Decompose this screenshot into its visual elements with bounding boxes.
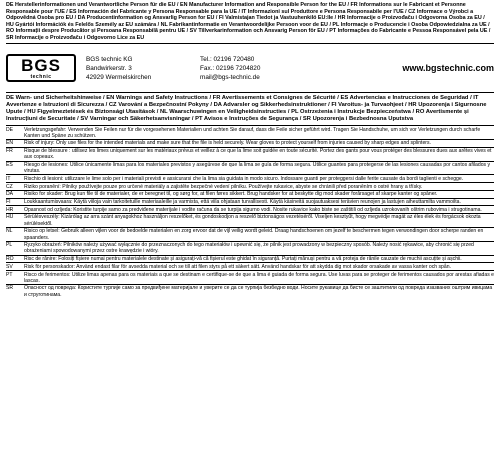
- company-name: BGS technic KG: [86, 55, 133, 63]
- company-street: Bandwirkerstr. 3: [86, 64, 132, 72]
- warning-text: Risk of injury: Only use files for the intended materials and make sure that the file is held securely. Wear gloves to protect yourself from injuries caused by sharp edges and splinters.: [24, 140, 431, 147]
- logo-sub-text: technic: [30, 73, 52, 80]
- warning-row: [6, 255, 494, 263]
- company-address: [86, 55, 186, 82]
- bgs-logo: [6, 54, 76, 82]
- language-code: NL: [6, 228, 13, 235]
- warning-row: [6, 139, 494, 147]
- warning-row: [6, 205, 494, 213]
- warning-row: [6, 227, 494, 241]
- language-code: IT: [6, 175, 11, 182]
- warning-row: [6, 125, 494, 139]
- divider: [6, 92, 494, 93]
- language-code: DE: [6, 126, 14, 133]
- language-code: FI: [6, 199, 11, 206]
- warning-row: [6, 262, 494, 270]
- language-code: SR: [6, 285, 14, 292]
- warning-row: [6, 174, 494, 182]
- warning-row: [6, 182, 494, 190]
- warning-row: [6, 213, 494, 227]
- warning-row: [6, 161, 494, 175]
- company-website: www.bgstechnic.com: [402, 63, 494, 73]
- language-code: HR: [6, 206, 14, 213]
- language-code: DA: [6, 191, 14, 198]
- warning-text: Rischio di lesioni: utilizzare le lime solo per i materiali previsti e assicurarsi che la lima sia guidata in modo sicuro. Indossare guanti per proteggersi dalle ferite causate da bordi taglienti e schegge.: [24, 175, 464, 182]
- warning-text: Risc de rănire: Folosiți fișiere numai pentru materialele destinate și asigurați-vă că fișierul este ghidat în siguranță. Purtați mănuși pentru a vă proteja de rănile cauzate de muchii ascuțite și așchii.: [24, 256, 462, 263]
- manufacturer-info-heading: DE Herstellerinformationen und Verantwortliche Person für die EU / EN Manufacturer Information and Responsible Person for the EU / FR Informations sur le Fabricant et Personne Responsable pour l'UE / ES Información del Fabricante y Persona Responsable para la UE / IT Informazioni sul Produttore e Persona Responsabile per l'UE / CZ Informace o Výrobci a Odpovědná Osoba pro EU / DA Producentinformation og Ansvarlig Person for EU / FI Valmistajan Tiedot ja Vastuuhenkilö EU:lle / HR Informacije o Proizvođaču i Odgovorna Osoba za EU / HU Gyártói Információk és Felelős Személy az EU számára / NL Fabrikantinformatie en Verantwoordelijke Persoon voor de EU / PL Informacje o Producencie i Osoba Odpowiedzialna za UE / RO Informații despre Producător și Persoana Responsabilă pentru UE / SV Tillverkarinformation och Ansvarig Person för EU / PT Informações do Fabricante e Pessoa Responsável pela UE / SR Informacije o Proizvođaču i Odgovorno Lice za EU: [6, 2, 491, 41]
- warning-text: Risk för personskador: Använd endast filar för avsedda material och se till att filen styrs på ett säkert sätt. Använd handskar för att skydda dig mot skador orsakade av vassa kanter och spån.: [24, 263, 451, 270]
- warning-row: [6, 241, 494, 255]
- warning-text: Loukkaantumisvaara: Käytä viiloja vain tarkoitetuille materiaaleille ja varmista, että viila ohjataan turvallisesti. Käytä käsineitä suojautuaksesi terävien reunojen ja lastujen aiheuttamilta vammoilta.: [24, 199, 461, 206]
- language-code: SV: [6, 263, 13, 270]
- warning-text: Opasnost od ozljeda: Koristite turpije samo za predviđene materijale i vodite računa da se turpija sigurno vodi. Nosite rukavice kako biste se zaštitili od ozljeda uzrokovanih oštrim rubovima i strugotinama.: [24, 206, 482, 213]
- language-code: PT: [6, 271, 13, 278]
- warning-text: Risco de ferimentos: Utilize limas apenas para os materiais a que se destinam e certifique-se de que a lima é guiada de forma segura. Use luvas para se proteger de ferimentos causados por arestas afiadas e lascas.: [24, 271, 495, 284]
- language-code: ES: [6, 162, 13, 169]
- warning-text: Risque de blessure : utilisez les limes uniquement sur les matériaux prévus et veillez à ce que la lime soit guidée en toute sécurité. Portez des gants pour vous protéger des blessures dues aux arêtes vives et aux copeaux.: [24, 148, 492, 161]
- warning-text: Опасност од повреда: Користите турпије само за предвиђене материјале и уверите се да се турпија безбедно води. Носите рукавице да бисте се заштитили од повреда изазваних оштрим ивицама и струготинама.: [24, 285, 493, 298]
- warning-text: Verletzungsgefahr: Verwenden Sie Feilen nur für die vorgesehenen Materialien und achten Sie darauf, dass die Feile sicher geführt wird. Tragen Sie Handschuhe, um sich vor Verletzungen durch scharfe Kanten und Späne zu schützen.: [24, 126, 481, 139]
- logo-main-text: BGS: [21, 55, 61, 75]
- warning-text: Riesgo de lesiones: Utilice únicamente limas para los materiales previstos y asegúrese de que la lima se guía de forma segura. Utilice guantes para protegerse de las lesiones causadas por cantos afilados y virutas.: [24, 162, 491, 175]
- warning-row: [6, 284, 494, 298]
- language-code: HU: [6, 214, 14, 221]
- company-email: mail@bgs-technic.de: [200, 73, 260, 81]
- warnings-list: [6, 125, 494, 298]
- divider: [6, 43, 494, 44]
- company-fax: Fax.: 02196 7204820: [200, 64, 261, 72]
- warning-text: Risico op letsel: Gebruik alleen vijlen voor de bedoelde materialen en zorg ervoor dat de vijl veilig wordt geleid. Draag handschoenen om jezelf te beschermen tegen verwondingen door scherpe randen en spaanders.: [24, 228, 484, 241]
- company-contact: [200, 55, 300, 82]
- language-code: PL: [6, 242, 13, 249]
- warning-text: Risiko for skader: Brug kun file til de materialer, de er beregnet til, og sørg for, at filen føres sikkert. Brug handsker for at beskytte dig mod skader forårsaget af skarpe kanter og spåner.: [24, 191, 438, 198]
- company-tel: Tel.: 02196 720480: [200, 55, 255, 63]
- language-code: RO: [6, 256, 14, 263]
- company-block: [6, 46, 494, 90]
- language-code: CZ: [6, 183, 13, 190]
- warning-text: Riziko poranění: Pilníky používejte pouze pro určené materiály a zajistěte bezpečné vedení pilníku. Používejte rukavice, abyste se chránili před poraněním o ostré hrany a třísky.: [24, 183, 423, 190]
- warning-text: Sérülésveszély: Kizárólag az arra szánt anyagokhoz használjon reszelőket, és gondoskodjon a reszelő biztonságos vezetéséről. Viseljen kesztyűt, hogy megvédje magát az éles élek és forgácsok okozta sérülésektől.: [24, 214, 481, 227]
- warning-row: [6, 147, 494, 161]
- warning-row: [6, 270, 494, 284]
- warning-text: Ryzyko obrażeń: Pilników należy używać wyłącznie do przeznaczonych do tego materiałów i upewnić się, że pilnik jest prowadzony w bezpieczny sposób. Należy nosić rękawice, aby chronić się przed obrażeniami spowodowanymi przez ostre krawędzie i wióry.: [24, 242, 474, 255]
- language-code: EN: [6, 140, 14, 147]
- company-city: 42929 Wermelskirchen: [86, 73, 152, 81]
- warning-row: [6, 198, 494, 206]
- warnings-heading: DE Warn- und Sicherheitshinweise / EN Warnings and Safety Instructions / FR Avertissements et Consignes de Sécurité / ES Advertencias e Instrucciones de Seguridad / IT Avvertenze e Istruzioni di Sicurezza / CZ Varování a Bezpečnostní Pokyny / DA Advarsler og Sikkerhedsinstruktioner / FI Varoitus- ja Turvaohjeet / HR Upozorenja i Sigurnosne Upute / HU Figyelmeztetések és Biztonsági Utasítások / NL Waarschuwingen en Veiligheidsinstructies / PL Ostrzeżenia i Instrukcje Bezpieczeństwa / RO Avertismente și Instrucțiuni de Securitate / SV Varningar och Säkerhetsanvisningar / PT Avisos e Instruções de Segurança / SR Upozorenja i Bezbednosna Uputstva: [6, 95, 487, 122]
- language-code: FR: [6, 148, 13, 155]
- warning-row: [6, 190, 494, 198]
